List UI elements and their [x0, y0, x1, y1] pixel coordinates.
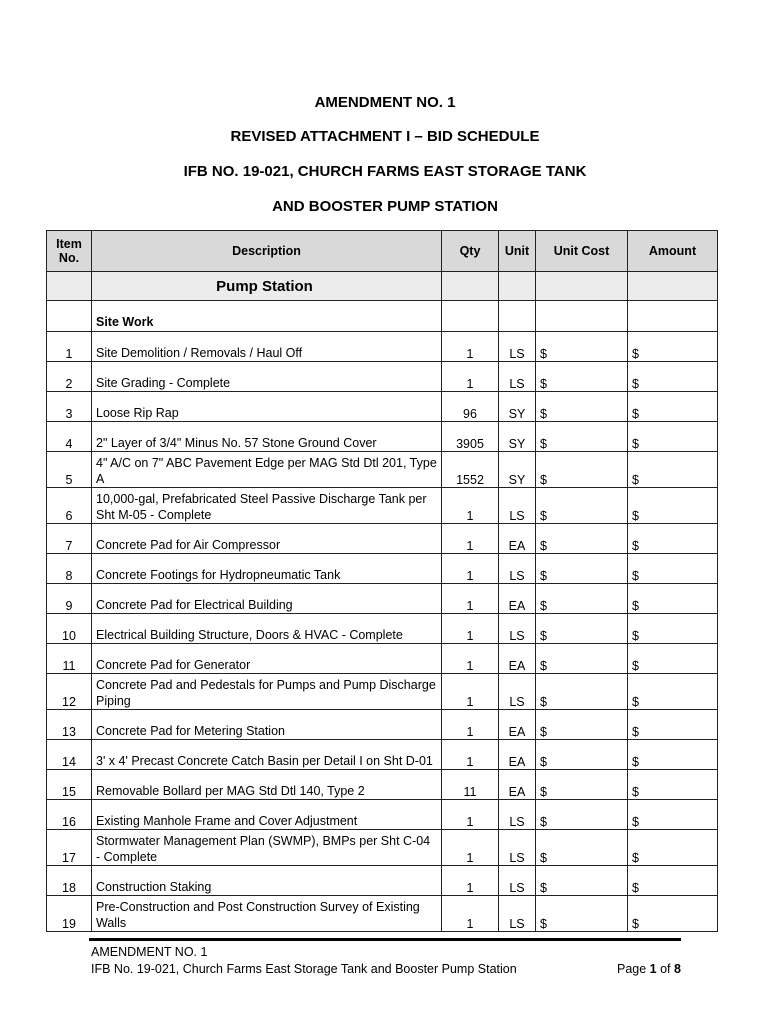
footer-page-number: Page 1 of 8 — [617, 962, 681, 976]
item-unit: EA — [499, 770, 536, 800]
item-number: 5 — [47, 452, 92, 488]
table-row — [47, 830, 718, 866]
item-qty: 1 — [442, 362, 499, 392]
item-description: Concrete Pad and Pedestals for Pumps and Pump Discharge Piping — [92, 674, 442, 710]
item-amount: $ — [628, 452, 718, 488]
item-amount: $ — [628, 362, 718, 392]
item-description: Concrete Pad for Metering Station — [92, 710, 442, 740]
item-amount: $ — [628, 584, 718, 614]
item-unit-cost: $ — [536, 800, 628, 830]
item-unit: LS — [499, 800, 536, 830]
item-description: Concrete Pad for Electrical Building — [92, 584, 442, 614]
item-number: 16 — [47, 800, 92, 830]
item-description: Electrical Building Structure, Doors & HVAC - Complete — [92, 614, 442, 644]
item-description: 2" Layer of 3/4" Minus No. 57 Stone Ground Cover — [92, 422, 442, 452]
table-row — [47, 392, 718, 422]
item-unit: LS — [499, 674, 536, 710]
item-number: 17 — [47, 830, 92, 866]
item-number: 12 — [47, 674, 92, 710]
item-qty: 1 — [442, 644, 499, 674]
item-qty: 1552 — [442, 452, 499, 488]
item-amount: $ — [628, 332, 718, 362]
item-number: 1 — [47, 332, 92, 362]
item-unit-cost: $ — [536, 830, 628, 866]
table-row — [47, 584, 718, 614]
item-number: 8 — [47, 554, 92, 584]
subsection-row — [47, 301, 718, 332]
column-header-description: Description — [92, 231, 442, 272]
item-unit: LS — [499, 554, 536, 584]
item-unit: LS — [499, 332, 536, 362]
item-unit-cost: $ — [536, 584, 628, 614]
heading-amendment: AMENDMENT NO. 1 — [314, 94, 456, 111]
item-qty: 1 — [442, 614, 499, 644]
item-unit-cost: $ — [536, 332, 628, 362]
heading-attachment: REVISED ATTACHMENT I – BID SCHEDULE — [230, 128, 540, 145]
item-description: Concrete Pad for Generator — [92, 644, 442, 674]
item-amount: $ — [628, 422, 718, 452]
item-description: Removable Bollard per MAG Std Dtl 140, Type 2 — [92, 770, 442, 800]
table-row — [47, 488, 718, 524]
item-qty: 1 — [442, 332, 499, 362]
item-qty: 1 — [442, 524, 499, 554]
item-qty: 1 — [442, 896, 499, 932]
item-unit-cost: $ — [536, 896, 628, 932]
item-unit: EA — [499, 524, 536, 554]
item-description: Stormwater Management Plan (SWMP), BMPs per Sht C-04 - Complete — [92, 830, 442, 866]
item-description: Loose Rip Rap — [92, 392, 442, 422]
item-unit: EA — [499, 644, 536, 674]
item-description: Site Demolition / Removals / Haul Off — [92, 332, 442, 362]
item-unit: LS — [499, 614, 536, 644]
table-row — [47, 524, 718, 554]
item-amount: $ — [628, 488, 718, 524]
item-number: 18 — [47, 866, 92, 896]
item-unit-cost: $ — [536, 674, 628, 710]
table-header-row — [47, 231, 718, 272]
item-description: Concrete Footings for Hydropneumatic Tank — [92, 554, 442, 584]
item-number: 7 — [47, 524, 92, 554]
item-number: 14 — [47, 740, 92, 770]
table-row — [47, 710, 718, 740]
column-header-item: Item No. — [47, 231, 92, 272]
item-unit-cost: $ — [536, 488, 628, 524]
item-number: 9 — [47, 584, 92, 614]
item-unit: SY — [499, 392, 536, 422]
item-qty: 1 — [442, 800, 499, 830]
item-amount: $ — [628, 524, 718, 554]
item-unit-cost: $ — [536, 452, 628, 488]
item-qty: 1 — [442, 674, 499, 710]
item-qty: 96 — [442, 392, 499, 422]
table-row — [47, 554, 718, 584]
item-qty: 1 — [442, 584, 499, 614]
item-description: Concrete Pad for Air Compressor — [92, 524, 442, 554]
item-amount: $ — [628, 896, 718, 932]
table-row — [47, 644, 718, 674]
item-unit-cost: $ — [536, 710, 628, 740]
item-unit: LS — [499, 488, 536, 524]
item-description: Pre-Construction and Post Construction Survey of Existing Walls — [92, 896, 442, 932]
table-row — [47, 614, 718, 644]
item-amount: $ — [628, 614, 718, 644]
footer-amendment: AMENDMENT NO. 1 — [91, 945, 208, 959]
item-amount: $ — [628, 830, 718, 866]
column-header-amount: Amount — [628, 231, 718, 272]
item-qty: 1 — [442, 740, 499, 770]
bid-schedule-table — [46, 230, 718, 932]
table-row — [47, 740, 718, 770]
item-amount: $ — [628, 800, 718, 830]
item-qty: 1 — [442, 554, 499, 584]
table-row — [47, 800, 718, 830]
column-header-unit-cost: Unit Cost — [536, 231, 628, 272]
item-amount: $ — [628, 644, 718, 674]
item-amount: $ — [628, 674, 718, 710]
table-row — [47, 362, 718, 392]
item-description: Construction Staking — [92, 866, 442, 896]
item-unit: SY — [499, 452, 536, 488]
item-unit-cost: $ — [536, 740, 628, 770]
item-unit: LS — [499, 362, 536, 392]
item-amount: $ — [628, 866, 718, 896]
item-unit: LS — [499, 866, 536, 896]
item-amount: $ — [628, 740, 718, 770]
footer-divider — [89, 938, 681, 941]
item-unit-cost: $ — [536, 866, 628, 896]
item-unit-cost: $ — [536, 392, 628, 422]
item-description: 4" A/C on 7" ABC Pavement Edge per MAG Std Dtl 201, Type A — [92, 452, 442, 488]
item-unit: EA — [499, 584, 536, 614]
heading-project: AND BOOSTER PUMP STATION — [272, 198, 498, 215]
table-row — [47, 422, 718, 452]
item-description: Site Grading - Complete — [92, 362, 442, 392]
item-unit-cost: $ — [536, 362, 628, 392]
item-unit: LS — [499, 830, 536, 866]
footer-project: IFB No. 19-021, Church Farms East Storage Tank and Booster Pump Station — [91, 962, 517, 976]
table-row — [47, 674, 718, 710]
item-amount: $ — [628, 554, 718, 584]
table-row — [47, 896, 718, 932]
item-qty: 3905 — [442, 422, 499, 452]
item-unit-cost: $ — [536, 524, 628, 554]
item-qty: 1 — [442, 488, 499, 524]
item-amount: $ — [628, 392, 718, 422]
item-number: 2 — [47, 362, 92, 392]
item-number: 13 — [47, 710, 92, 740]
item-qty: 1 — [442, 710, 499, 740]
section-title: Pump Station — [92, 272, 442, 301]
table-row — [47, 866, 718, 896]
item-number: 15 — [47, 770, 92, 800]
item-number: 4 — [47, 422, 92, 452]
item-number: 11 — [47, 644, 92, 674]
column-header-qty: Qty — [442, 231, 499, 272]
item-unit: EA — [499, 740, 536, 770]
item-amount: $ — [628, 710, 718, 740]
item-qty: 1 — [442, 866, 499, 896]
item-description: Existing Manhole Frame and Cover Adjustment — [92, 800, 442, 830]
subsection-title: Site Work — [92, 301, 442, 332]
table-row — [47, 452, 718, 488]
item-qty: 11 — [442, 770, 499, 800]
item-unit: EA — [499, 710, 536, 740]
item-amount: $ — [628, 770, 718, 800]
item-unit-cost: $ — [536, 770, 628, 800]
heading-ifb: IFB NO. 19-021, CHURCH FARMS EAST STORAGE TANK — [183, 163, 587, 180]
table-row — [47, 770, 718, 800]
item-unit-cost: $ — [536, 422, 628, 452]
item-unit-cost: $ — [536, 554, 628, 584]
item-description: 10,000-gal, Prefabricated Steel Passive Discharge Tank per Sht M-05 - Complete — [92, 488, 442, 524]
section-row — [47, 272, 718, 301]
table-row — [47, 332, 718, 362]
item-number: 3 — [47, 392, 92, 422]
item-unit: SY — [499, 422, 536, 452]
item-unit: LS — [499, 896, 536, 932]
item-number: 19 — [47, 896, 92, 932]
item-unit-cost: $ — [536, 614, 628, 644]
item-unit-cost: $ — [536, 644, 628, 674]
item-description: 3' x 4' Precast Concrete Catch Basin per Detail I on Sht D-01 — [92, 740, 442, 770]
item-qty: 1 — [442, 830, 499, 866]
item-number: 10 — [47, 614, 92, 644]
column-header-unit: Unit — [499, 231, 536, 272]
item-number: 6 — [47, 488, 92, 524]
